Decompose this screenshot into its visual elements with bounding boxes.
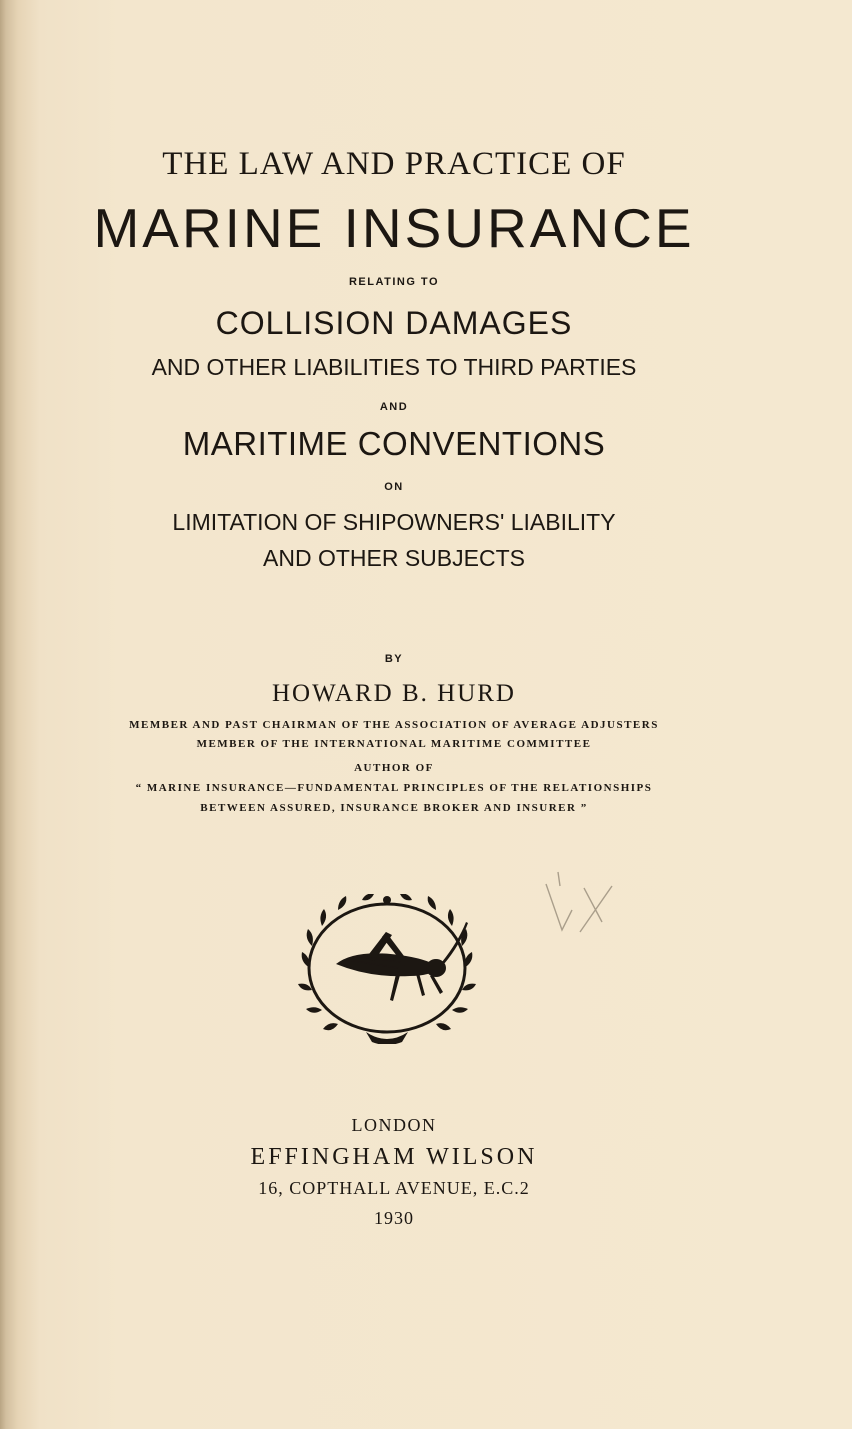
author-credential-1: MEMBER AND PAST CHAIRMAN OF THE ASSOCIATION OF AVERAGE ADJUSTERS (129, 719, 659, 731)
pencil-mark (540, 870, 630, 940)
author-credential-5: BETWEEN ASSURED, INSURANCE BROKER AND INSURER ” (200, 802, 588, 814)
author-credential-2: MEMBER OF THE INTERNATIONAL MARITIME COMMITTEE (196, 738, 592, 750)
by-label: BY (384, 653, 404, 665)
title-line-1: THE LAW AND PRACTICE OF (162, 146, 626, 182)
subtitle-limitation: LIMITATION OF SHIPOWNERS' LIABILITY (172, 509, 616, 535)
author-credential-4: “ MARINE INSURANCE—FUNDAMENTAL PRINCIPLES OF THE RELATIONSHIPS (135, 782, 653, 794)
grasshopper-wreath-icon (296, 894, 478, 1044)
subtitle-liabilities: AND OTHER LIABILITIES TO THIRD PARTIES (151, 354, 637, 380)
author-credential-3: AUTHOR OF (354, 762, 434, 774)
subtitle-collision: COLLISION DAMAGES (215, 305, 573, 341)
on-label: ON (384, 481, 404, 493)
main-title: MARINE INSURANCE (93, 197, 695, 259)
author-name: HOWARD B. HURD (272, 680, 516, 707)
and-label: AND (379, 401, 409, 413)
relating-to-label: RELATING TO (348, 276, 440, 288)
subtitle-other: AND OTHER SUBJECTS (263, 545, 525, 571)
subtitle-conventions: MARITIME CONVENTIONS (182, 425, 606, 462)
publisher-address: 16, COPTHALL AVENUE, E.C.2 (258, 1178, 530, 1198)
publication-year: 1930 (374, 1208, 414, 1228)
publisher-city: LONDON (351, 1115, 437, 1135)
publisher-name: EFFINGHAM WILSON (250, 1144, 538, 1170)
